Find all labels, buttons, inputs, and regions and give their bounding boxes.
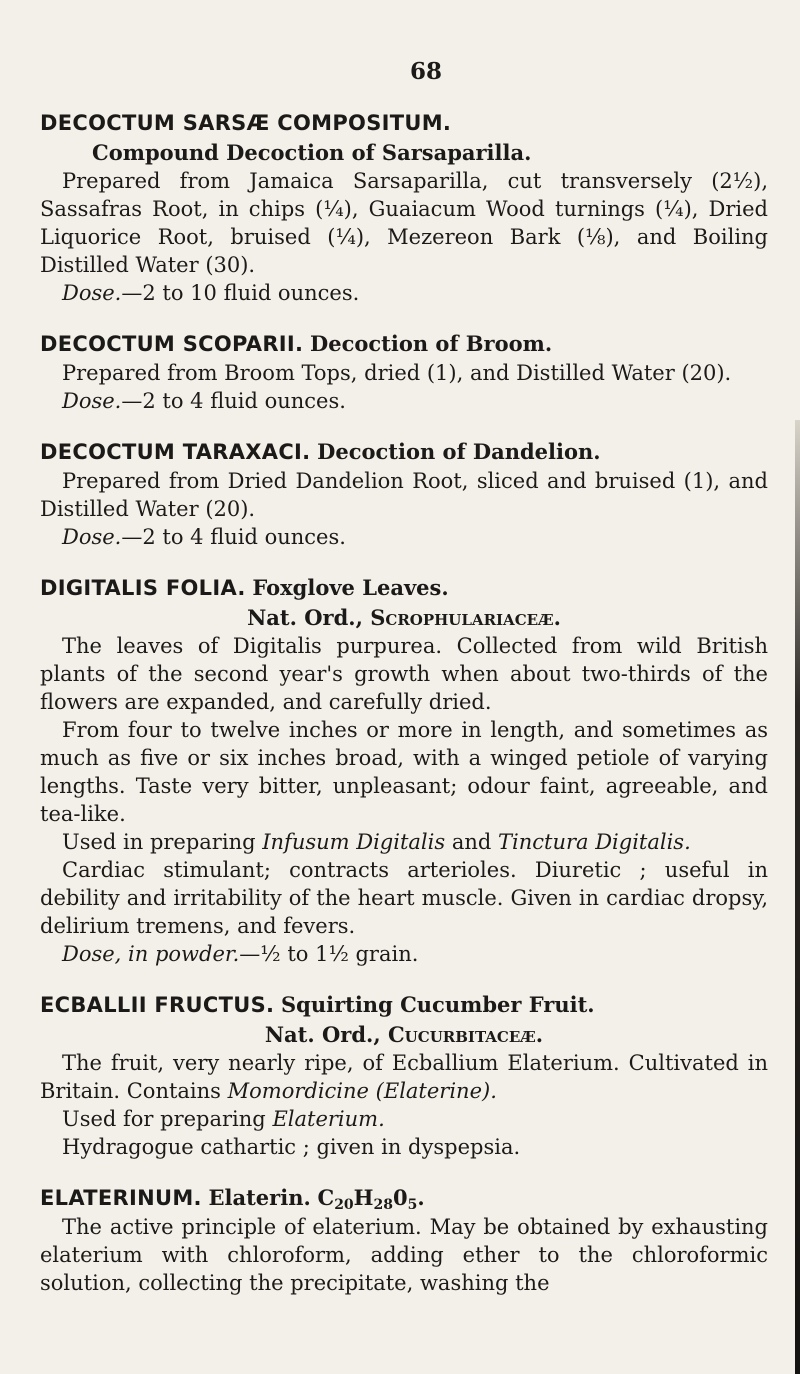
entry-para-2 [40, 1105, 768, 1133]
entry-title: DECOCTUM SCOPARII. [40, 332, 304, 356]
dose-text: —2 to 10 fluid ounces. [121, 281, 360, 305]
compound-name: (Elaterine). [375, 1079, 497, 1103]
entry-heading [40, 109, 768, 138]
nat-ord-value: Cucurbitaceæ. [387, 1022, 544, 1047]
entry-english-title: Squirting Cucumber Fruit. [280, 992, 595, 1017]
dose-label: Dose. [62, 389, 122, 413]
preparation-name: Tinctura Digitalis. [498, 830, 691, 854]
dose-label: Dose. [62, 525, 122, 549]
entry-heading [40, 329, 768, 359]
entry-decoctum-taraxaci [40, 437, 768, 551]
nat-ord-value: Scrophulariaceæ. [370, 605, 561, 630]
entry-title: DECOCTUM SARSÆ COMPOSITUM. [40, 111, 452, 135]
entry-subtitle: Compound Decoction of Sarsaparilla. [92, 140, 532, 165]
entry-para-1: The leaves of Digitalis purpurea. Collected from wild British plants of the second year's growth when about two-thirds of the flowers are expanded, and carefully dried. [40, 634, 768, 714]
entry-decoctum-sarsae [40, 109, 768, 307]
chemical-formula [317, 1185, 425, 1213]
para-text: Used for preparing [62, 1107, 266, 1131]
entry-body: The active principle of elaterium. May be obtained by exhausting elaterium with chloroform, adding ether to the chloroformic solution, collecting the precipitate, washing the [40, 1215, 768, 1295]
entry-para-4: Cardiac stimulant; contracts arterioles. Diuretic ; useful in debility and irritability of the heart muscle. Given in cardiac dropsy, delirium tremens, and fevers. [40, 858, 768, 938]
entry-heading [40, 573, 768, 603]
dose-label: Dose. [62, 281, 122, 305]
entry-english-title: Decoction of Broom. [310, 331, 553, 356]
entry-decoctum-scoparii [40, 329, 768, 415]
formula-subscript: 20 [334, 1197, 354, 1213]
entry-para-2: From four to twelve inches or more in length, and sometimes as much as five or six inches broad, with a winged petiole of varying lengths. Taste very bitter, unpleasant; odour faint, agreeable, and tea-like. [40, 718, 768, 826]
compound-name: Momordicine [227, 1079, 369, 1103]
dose-label: Dose, in powder. [62, 942, 240, 966]
nat-ord-label: Nat. Ord., [264, 1022, 381, 1047]
entry-ecballii-fructus [40, 990, 768, 1161]
dose-text: —2 to 4 fluid ounces. [121, 525, 346, 549]
entry-elaterinum [40, 1183, 768, 1297]
entry-heading [40, 1183, 768, 1213]
entry-para-1 [40, 1049, 768, 1105]
entry-heading [40, 990, 768, 1020]
entry-title: DIGITALIS FOLIA. [40, 576, 246, 600]
formula-element: H [353, 1185, 374, 1210]
entry-title: DECOCTUM TARAXACI. [40, 440, 311, 464]
entry-heading [40, 437, 768, 467]
para-text: and [451, 830, 492, 854]
entry-title: ECBALLII FRUCTUS. [40, 993, 275, 1017]
formula-element: 0 [393, 1185, 408, 1210]
formula-element: C [317, 1185, 335, 1210]
natural-order [40, 1020, 768, 1049]
page-edge-shadow [795, 420, 800, 1374]
entry-english-title: Elaterin. [208, 1185, 311, 1210]
natural-order [40, 603, 768, 632]
entry-dose [40, 387, 768, 415]
formula-end: . [417, 1185, 425, 1210]
entry-body: Prepared from Dried Dandelion Root, sliced and bruised (1), and Distilled Water (20). [40, 469, 768, 521]
entry-title: ELATERINUM. [40, 1186, 202, 1210]
preparation-name: Elaterium. [272, 1107, 385, 1131]
book-page [40, 58, 768, 1319]
nat-ord-label: Nat. Ord., [247, 605, 363, 630]
dose-text: —2 to 4 fluid ounces. [121, 389, 346, 413]
entry-body: Prepared from Broom Tops, dried (1), and Distilled Water (20). [62, 361, 732, 385]
entry-para-3: Hydragogue cathartic ; given in dyspepsia. [62, 1135, 521, 1159]
dose-text: —½ to 1½ grain. [239, 942, 419, 966]
formula-subscript: 5 [407, 1197, 418, 1213]
entry-digitalis-folia [40, 573, 768, 968]
entry-dose [40, 279, 768, 307]
formula-subscript: 28 [373, 1197, 393, 1213]
preparation-name: Infusum Digitalis [262, 830, 446, 854]
entry-english-title: Foxglove Leaves. [252, 575, 449, 600]
entry-dose [40, 523, 768, 551]
entry-dose [40, 940, 768, 968]
para-text: Used in preparing [62, 830, 256, 854]
para-text: The fruit, very nearly ripe, of Ecballium Elaterium. Cultivated in Britain. Contains [40, 1051, 768, 1103]
entry-para-3 [40, 828, 768, 856]
page-number: 68 [409, 58, 442, 85]
entry-body: Prepared from Jamaica Sarsaparilla, cut transversely (2½), Sassafras Root, in chips (¼), Guaiacum Wood turnings (¼), Dried Liquorice Root, bruised (¼), Mezereon Bark (⅛), and Boiling Distilled Water (30). [40, 169, 768, 277]
entry-english-title: Decoction of Dandelion. [317, 439, 601, 464]
